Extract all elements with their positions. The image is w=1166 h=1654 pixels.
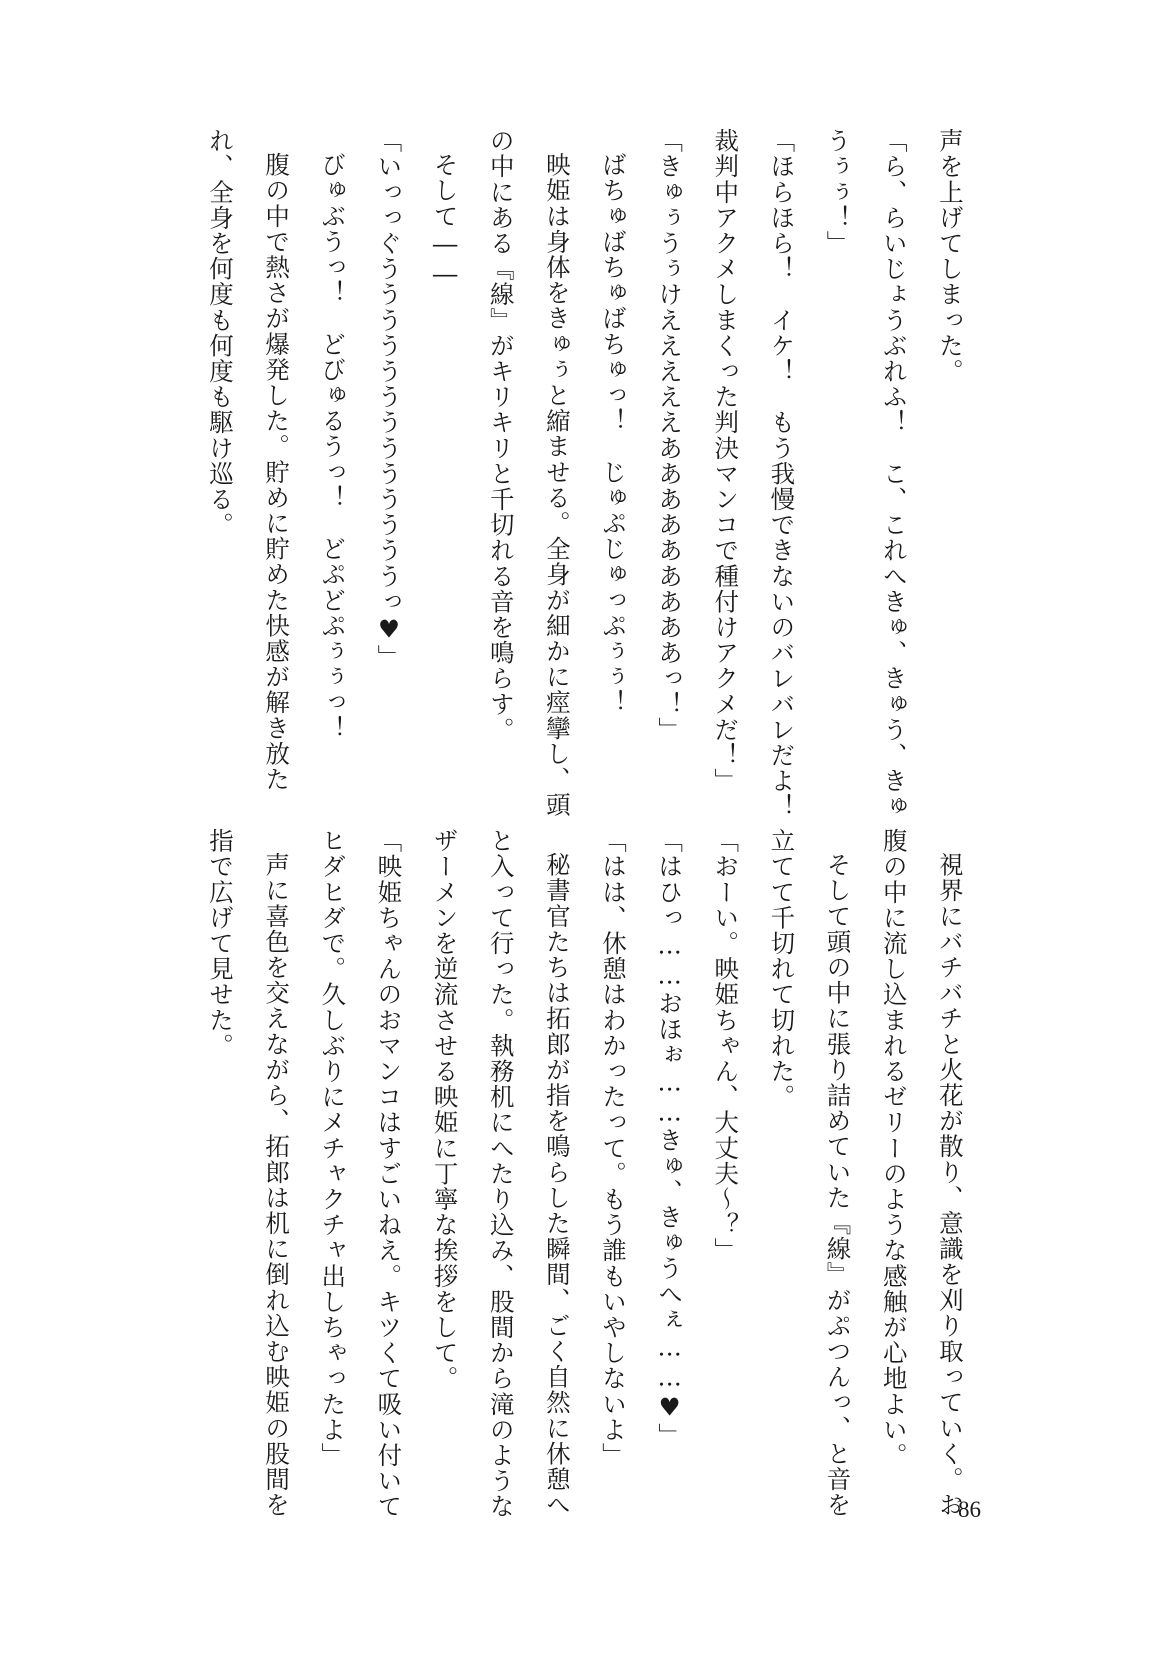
text-column: ヒダヒダで。久しぶりにメチャクチャ出しちゃったよ」	[318, 828, 348, 1468]
text-column: 声を上げてしまった。	[935, 128, 965, 384]
text-column: 映姫は身体をきゅぅと縮ませる。全身が細かに痙攣し、頭	[542, 152, 572, 818]
text-column: 視界にバチバチと火花が散り、意識を刈り取っていく。お	[935, 852, 965, 1518]
text-column: 腹の中に流し込まれるゼリーのような感触が心地よい。	[879, 828, 909, 1468]
text-column: の中にある『線』がキリキリと千切れる音を鳴らす。	[486, 128, 516, 743]
text-column: 「映姫ちゃんのおマンコはすごいねえ。キツくて吸い付いて	[374, 828, 404, 1520]
text-column: 裁判中アクメしまくった判決マンコで種付けアクメだ！」	[711, 128, 741, 794]
text-column: そして――	[430, 152, 460, 289]
text-column: 立てて千切れて切れた。	[767, 828, 797, 1110]
text-column: 「はひっ……おほぉ……きゅ、きゅうへぇ……♥」	[655, 828, 685, 1449]
text-column: 「ら、らいじょうぶれふ！ こ、これへきゅ、きゅう、きゅ	[879, 128, 909, 820]
text-column: と入って行った。執務机にへたり込み、股間から滝のような	[486, 828, 516, 1520]
text-column: そして頭の中に張り詰めていた『線』がぷつんっ、と音を	[823, 852, 853, 1518]
text-column: うぅぅ！」	[823, 128, 853, 256]
text-column: 「はは、休憩はわかったって。もう誰もいやしないよ」	[598, 828, 628, 1468]
page-number: 86	[958, 1497, 981, 1522]
text-column: 「おーい。映姫ちゃん、大丈夫～？」	[711, 828, 741, 1264]
text-column: 「きゅぅうぅけえええええあああああああああっ！」	[655, 128, 685, 743]
text-column: 声に喜色を交えながら、拓郎は机に倒れ込む映姫の股間を	[262, 852, 292, 1518]
text-column: ザーメンを逆流させる映姫に丁寧な挨拶をして。	[430, 828, 460, 1392]
bottom-text-block	[205, 828, 965, 1520]
top-text-block	[205, 128, 965, 820]
text-column: びゅぶうっ！ どびゅるうっ！ どぷどぷぅぅっ！	[318, 152, 348, 741]
text-column: 秘書官たちは拓郎が指を鳴らした瞬間、ごく自然に休憩へ	[542, 852, 572, 1518]
text-column: 「いっっぐうううううううううううううっ♥」	[374, 128, 404, 671]
text-column: 腹の中で熱さが爆発した。貯めに貯めた快感が解き放た	[262, 152, 292, 792]
text-column: 指で広げて見せた。	[206, 828, 235, 1059]
text-column: れ、全身を何度も何度も駆け巡る。	[206, 128, 235, 538]
text-column: 「ほらほら！ イケ！ もう我慢できないのバレバレだよ！	[767, 128, 797, 820]
text-column: ばちゅばちゅばちゅっ！ じゅぷじゅっぷぅぅ！	[598, 152, 628, 716]
